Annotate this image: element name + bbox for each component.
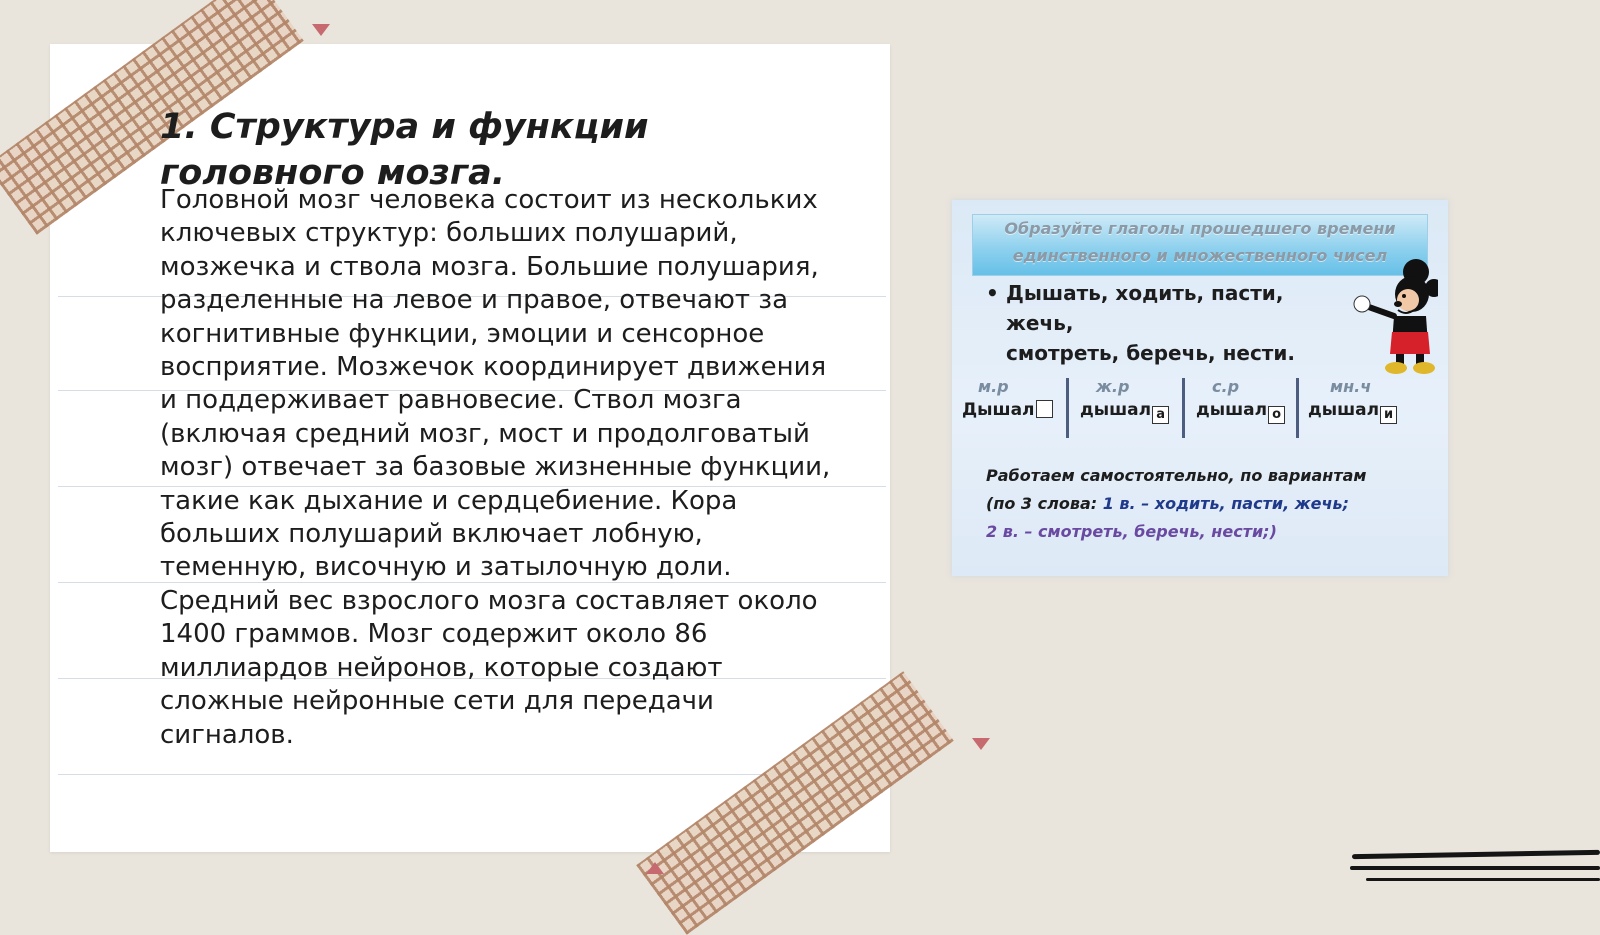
task-bullet-line: смотреть, беречь, нести. xyxy=(1006,341,1296,365)
slide-title: 1. Структура и функции головного мозга. xyxy=(160,107,649,193)
task-bullet xyxy=(986,278,1356,368)
variant-2-text: 2 в. – смотреть, беречь, нести;) xyxy=(986,522,1277,541)
gender-columns xyxy=(962,374,1432,444)
brush-stroke xyxy=(1352,850,1600,859)
column-word: дышал xyxy=(1080,400,1152,420)
pin-icon xyxy=(972,738,990,750)
instruction-prefix: (по 3 слова: xyxy=(986,494,1103,513)
ending-box xyxy=(1036,400,1053,418)
column-divider xyxy=(1296,378,1299,438)
column-word: дышал xyxy=(1308,400,1380,420)
ending-box: а xyxy=(1152,406,1169,424)
task-instructions xyxy=(986,462,1426,546)
instruction-line: Работаем самостоятельно, по вариантам xyxy=(986,466,1367,485)
column-divider xyxy=(1066,378,1069,438)
brush-stroke xyxy=(1366,878,1600,881)
column-head: м.р xyxy=(978,377,1009,396)
brush-stroke xyxy=(1350,866,1600,870)
column-divider xyxy=(1182,378,1185,438)
column-masculine xyxy=(962,374,1072,420)
pin-icon xyxy=(646,862,664,874)
ending-box: и xyxy=(1380,406,1397,424)
column-plural xyxy=(1308,374,1418,424)
pin-icon xyxy=(312,24,330,36)
column-head: с.р xyxy=(1212,377,1240,396)
column-feminine xyxy=(1080,374,1190,424)
slide-body-text: Головной мозг человека состоит из нескольких ключевых структур: больших полушарий, мозжечка и ствола мозга. Большие полушария, разделенные на левое и правое, отвечают за когнитивные функции, эмоции и сенсорное восприятие. Мозжечок координирует движения и поддерживает равновесие. Ствол мозга (включая средний мозг, мост и продолговатый мозг) отвечает за базовые жизненные функции, такие как дыхание и сердцебиение. Кора больших полушарий включает лобную, теменную, височную и затылочную доли. Средний вес взрослого мозга составляет около 1400 граммов. Мозг содержит около 86 миллиардов нейронов, которые создают сложные нейронные сети для передачи сигналов. xyxy=(160,185,831,750)
variant-1-text: 1 в. – ходить, пасти, жечь; xyxy=(1102,494,1349,513)
column-head: ж.р xyxy=(1096,377,1130,396)
task-card-image xyxy=(952,200,1448,576)
ending-box: о xyxy=(1268,406,1285,424)
task-header-line: Образуйте глаголы прошедшего времени xyxy=(1004,219,1396,238)
column-word: дышал xyxy=(1196,400,1268,420)
column-word: Дышал xyxy=(962,400,1035,420)
task-header-line: единственного и множественного чисел xyxy=(1012,246,1388,265)
column-neuter xyxy=(1196,374,1306,424)
column-head: мн.ч xyxy=(1330,377,1372,396)
task-bullet-line: Дышать, ходить, пасти, жечь, xyxy=(1006,281,1284,335)
bullet-dot-icon: • xyxy=(986,281,999,305)
mickey-mouse-icon xyxy=(1346,258,1438,376)
